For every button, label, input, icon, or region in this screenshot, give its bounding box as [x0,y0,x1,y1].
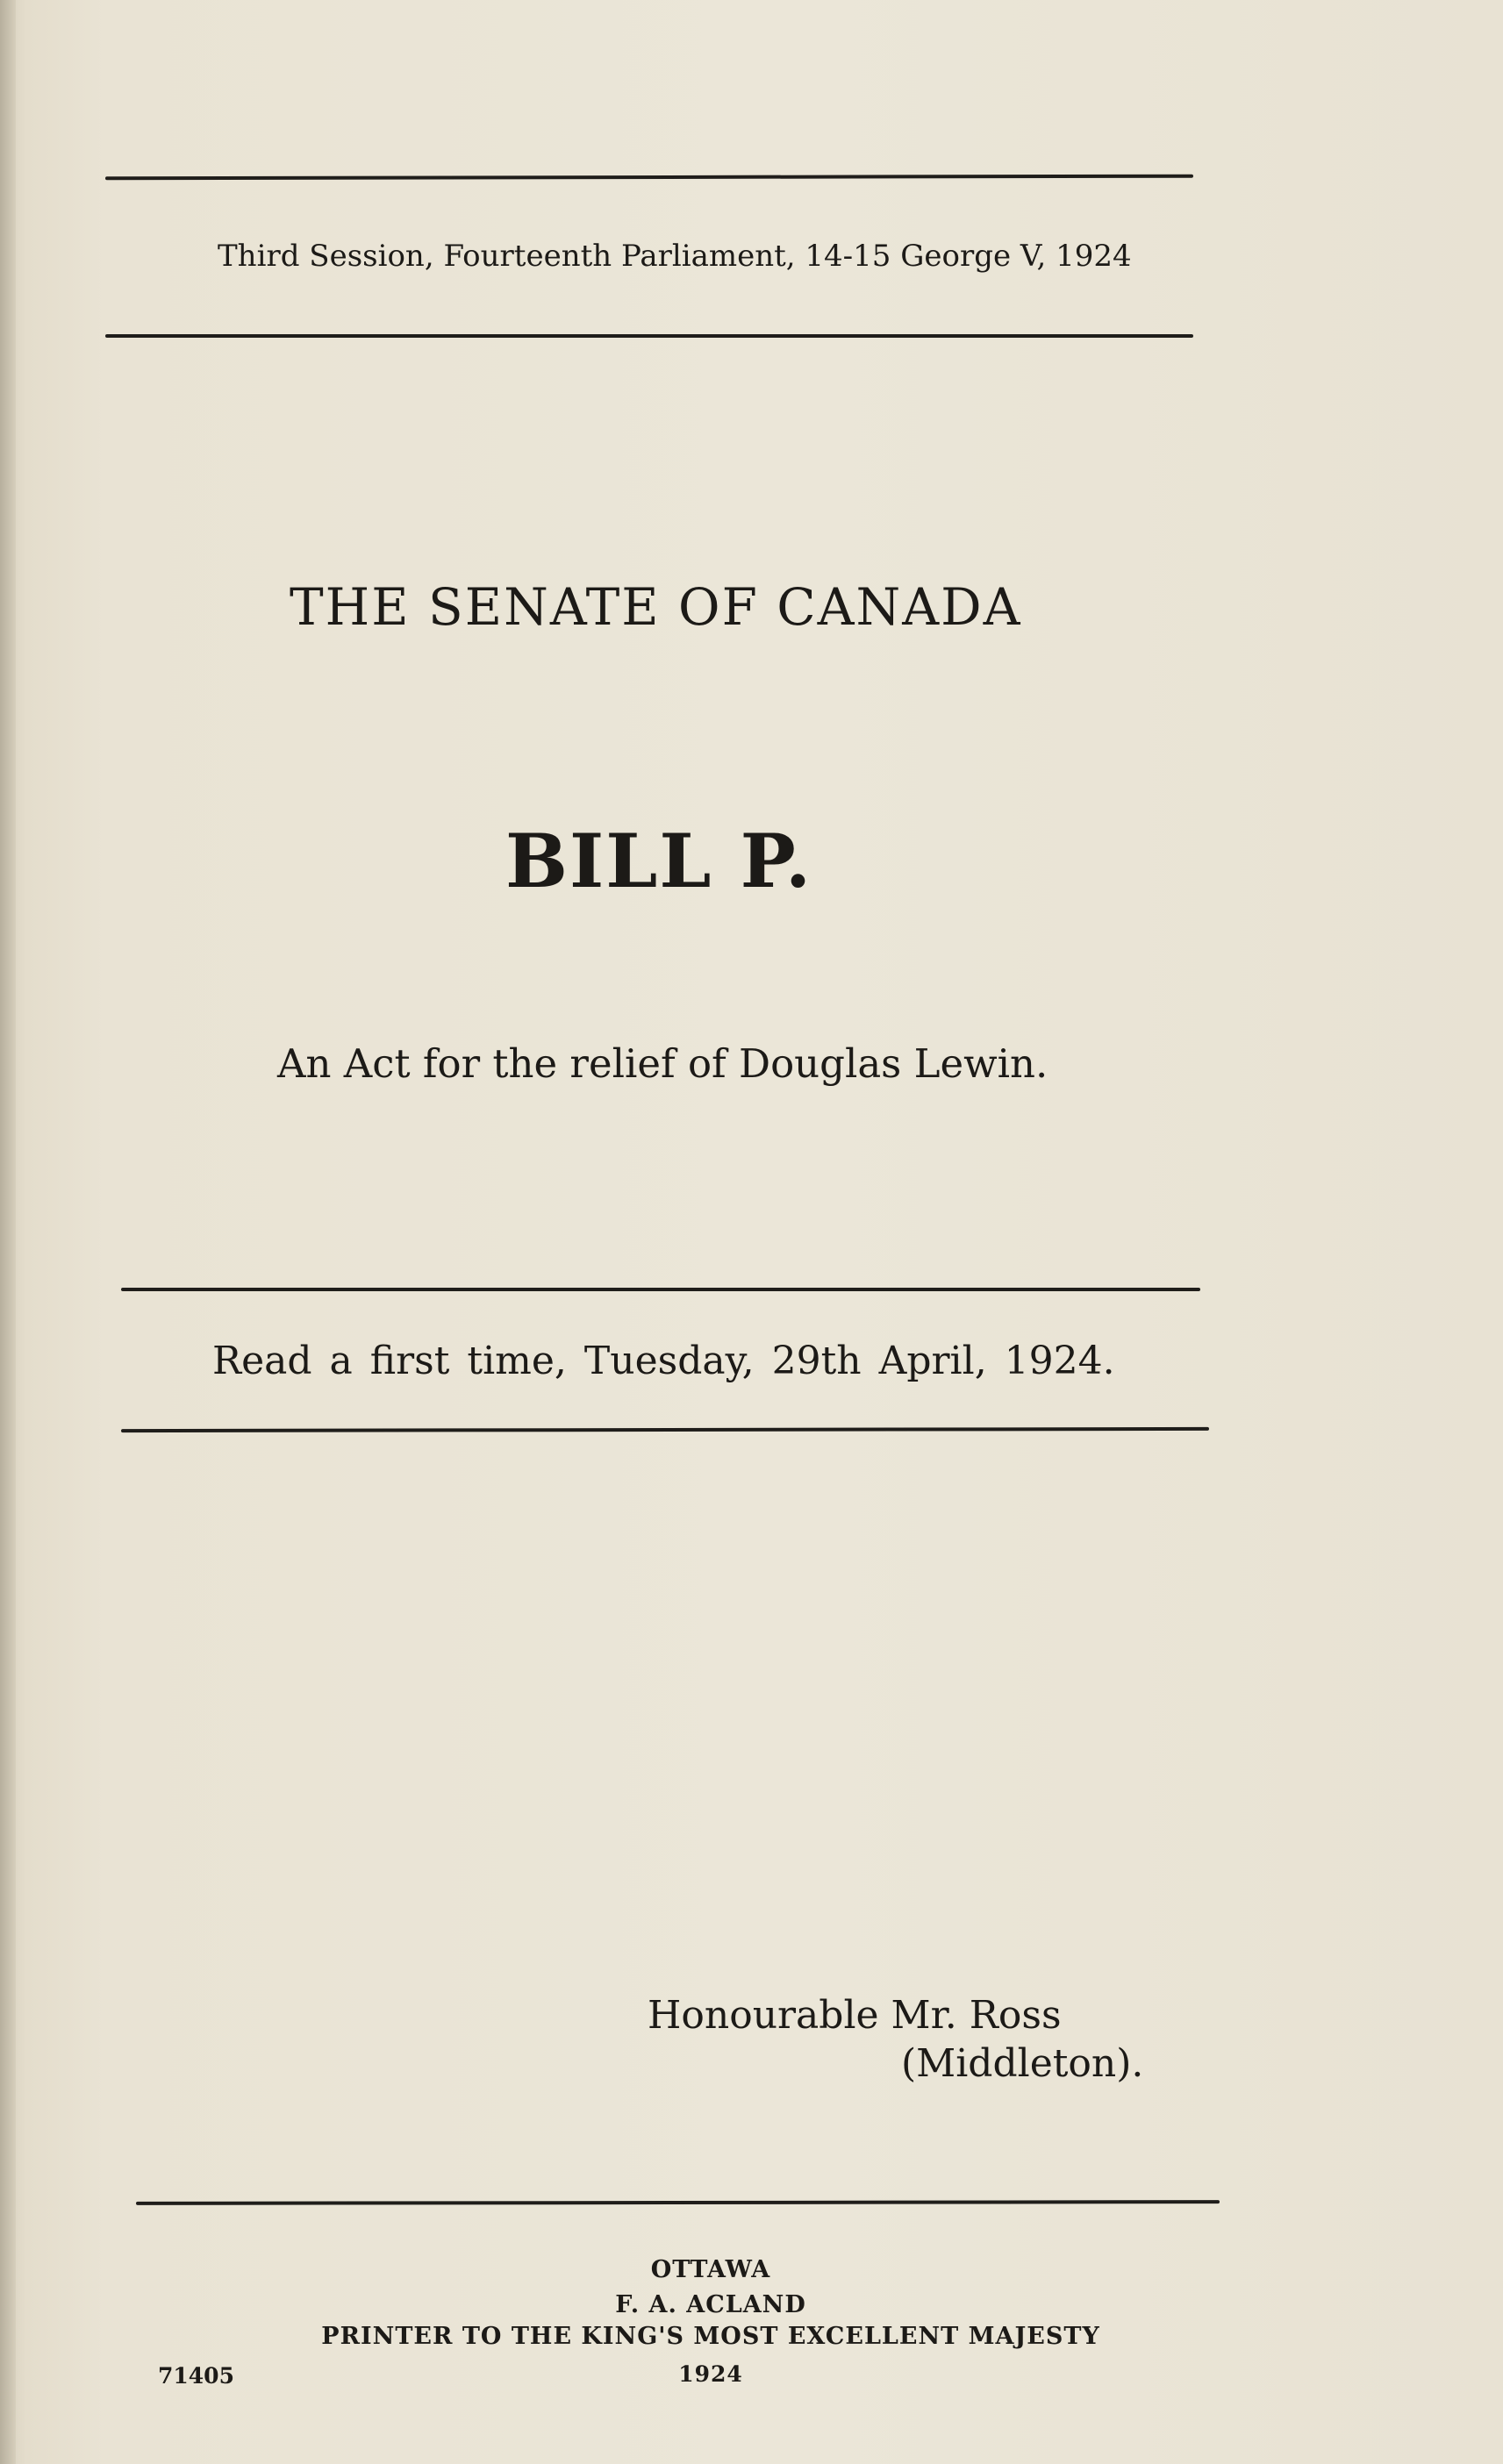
top-rule [105,175,1193,181]
session-header: Third Session, Fourteenth Parliament, 14-15 George V, 1924 [218,239,1132,274]
reading-bottom-rule [121,1427,1209,1432]
senate-heading: THE SENATE OF CANADA [290,577,1022,637]
imprint-printer-title: PRINTER TO THE KING'S MOST EXCELLENT MAJESTY [321,2323,1100,2350]
reading-top-rule [121,1288,1200,1291]
sponsor-name: Honourable Mr. Ross [648,1993,1062,2038]
imprint-printer-name: F. A. ACLAND [615,2291,806,2318]
first-reading-line: Read a first time, Tuesday, 29th April, 1924. [212,1339,1115,1383]
print-code: 71405 [158,2363,234,2389]
imprint-city: OTTAWA [650,2256,771,2283]
imprint-year: 1924 [678,2361,743,2387]
imprint-rule [136,2200,1220,2205]
session-rule [105,334,1193,338]
sponsor-riding: (Middleton). [901,2041,1144,2086]
act-description: An Act for the relief of Douglas Lewin. [277,1040,1049,1087]
bill-title: BILL P. [505,818,813,904]
